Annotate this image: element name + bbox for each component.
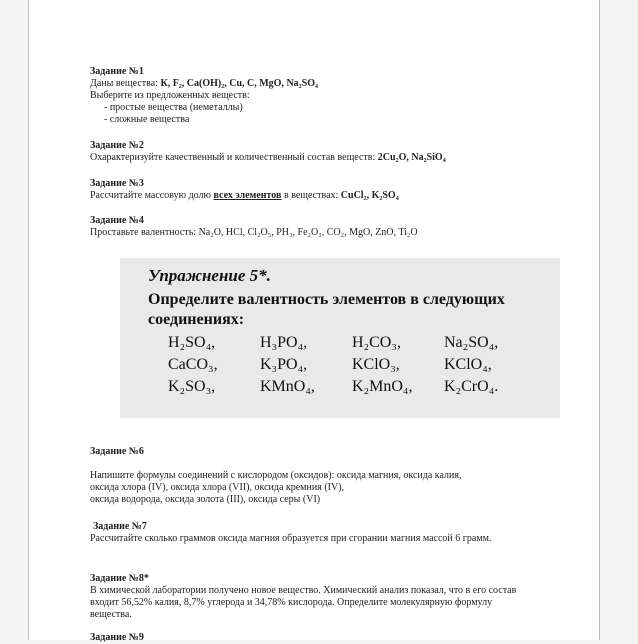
task-text: Охарактеризуйте качественный и количественный состав веществ:	[90, 152, 376, 163]
task-title: Задание №2	[90, 140, 144, 151]
task-3	[90, 178, 530, 202]
task-title: Задание №3	[90, 178, 144, 189]
formula: CaCO₃,	[168, 356, 218, 373]
exercise-question: Определите валентность элементов в следующих соединениях:	[148, 291, 505, 328]
option: - простые вещества (неметаллы)	[104, 102, 243, 113]
formula: KClO₃,	[352, 356, 400, 373]
task-9	[90, 632, 530, 644]
option: - сложные вещества	[104, 114, 190, 125]
task-title: Задание №9	[90, 632, 144, 643]
formula: H₂CO₃,	[352, 334, 401, 351]
formula: KClO₄,	[444, 356, 492, 373]
formula: K₂CrO₄.	[444, 378, 499, 395]
task-text: оксида хлора (IV), оксида хлора (VII), оксида кремния (IV),	[90, 482, 345, 493]
substances: 2Cu₂O, Na₂SiO₄	[377, 152, 446, 163]
task-text: Даны вещества:	[90, 78, 158, 89]
task-text: Проставьте валентность: Na₂O, HCl, Cl₂O₅, PH₃, Fe₂O₃, CO₂, MgO, ZnO, Ti₂O	[90, 227, 418, 238]
task-7	[90, 521, 530, 545]
task-2	[90, 140, 530, 164]
formula: Na₂SO₄,	[444, 334, 499, 351]
task-text: Напишите формулы соединений с кислородом (оксидов): оксида магния, оксида калия,	[90, 470, 462, 481]
task-1	[90, 66, 530, 126]
task-title: Задание №4	[90, 215, 144, 226]
task-title: Задание №6	[90, 446, 144, 457]
formula: KMnO₄,	[260, 378, 315, 395]
task-4	[90, 215, 530, 239]
substances: К, F₂, Ca(OH)₂, Cu, C, MgO, Na₂SO₄	[160, 78, 319, 89]
exercise-5-scan	[120, 258, 560, 418]
formula: H₃PO₄,	[260, 334, 308, 351]
task-title: Задание №7	[93, 521, 147, 532]
substances: CuCl₂, K₂SO₄	[340, 190, 399, 201]
task-text: Рассчитайте массовую долю	[90, 190, 211, 201]
task-8	[90, 573, 530, 621]
formula-grid	[168, 334, 536, 396]
task-text: Выберите из предложенных веществ:	[90, 90, 250, 101]
task-6	[90, 446, 530, 506]
task-title: Задание №1	[90, 66, 144, 77]
exercise-title: Упражнение 5*.	[148, 266, 271, 285]
task-text: в веществах:	[283, 190, 339, 201]
formula: K₂SO₃,	[168, 378, 216, 395]
formula: K₂MnO₄,	[352, 378, 413, 395]
task-title: Задание №8*	[90, 573, 149, 584]
task-text: Рассчитайте сколько граммов оксида магния образуется при сгорании магния массой 6 грамм.	[90, 533, 492, 544]
emphasis: всех элементов	[213, 190, 282, 201]
task-text: оксида водорода, оксида золота (III), оксида серы (VI)	[90, 494, 321, 505]
formula: K₃PO₄,	[260, 356, 308, 373]
formula: H₂SO₄,	[168, 334, 216, 351]
task-text: В химической лаборатории получено новое вещество. Химический анализ показал, что в его состав входит 56,52% калия, 8,7% углерода и 34,78% кислорода. Определите молекулярную формулу вещества.	[90, 585, 517, 620]
